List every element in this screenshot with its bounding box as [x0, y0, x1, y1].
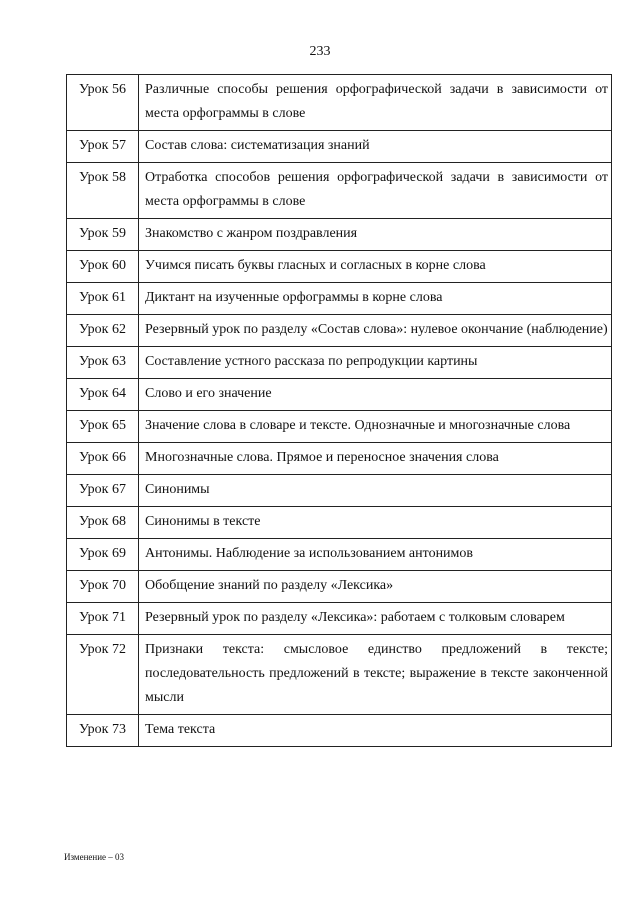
lesson-topic: Различные способы решения орфографической задачи в зависимости от места орфограммы в слове [139, 75, 612, 131]
lesson-topic: Значение слова в словаре и тексте. Однозначные и многозначные слова [139, 411, 612, 443]
table-row [67, 475, 612, 507]
lesson-number: Урок 68 [67, 507, 139, 539]
lessons-table [66, 74, 612, 747]
lesson-topic: Учимся писать буквы гласных и согласных в корне слова [139, 251, 612, 283]
lesson-topic: Резервный урок по разделу «Лексика»: работаем с толковым словарем [139, 603, 612, 635]
lesson-topic: Антонимы. Наблюдение за использованием антонимов [139, 539, 612, 571]
lesson-topic: Синонимы в тексте [139, 507, 612, 539]
table-row [67, 315, 612, 347]
lesson-topic: Слово и его значение [139, 379, 612, 411]
table-row [67, 283, 612, 315]
table-row [67, 539, 612, 571]
table-row [67, 347, 612, 379]
table-row [67, 715, 612, 747]
lesson-number: Урок 59 [67, 219, 139, 251]
table-row [67, 163, 612, 219]
table-row [67, 411, 612, 443]
lesson-topic: Признаки текста: смысловое единство предложений в тексте; последовательность предложений в тексте; выражение в тексте законченной мысли [139, 635, 612, 715]
lesson-number: Урок 64 [67, 379, 139, 411]
lesson-topic: Многозначные слова. Прямое и переносное значения слова [139, 443, 612, 475]
table-row [67, 507, 612, 539]
lesson-number: Урок 67 [67, 475, 139, 507]
lesson-topic: Синонимы [139, 475, 612, 507]
page-number: 233 [309, 44, 331, 59]
table-row [67, 603, 612, 635]
lesson-number: Урок 71 [67, 603, 139, 635]
lesson-number: Урок 57 [67, 131, 139, 163]
lesson-number: Урок 72 [67, 635, 139, 715]
lesson-number: Урок 63 [67, 347, 139, 379]
footer-revision-note: Изменение – 03 [64, 852, 125, 862]
table-row [67, 131, 612, 163]
lesson-topic: Состав слова: систематизация знаний [139, 131, 612, 163]
lesson-topic: Обобщение знаний по разделу «Лексика» [139, 571, 612, 603]
lesson-number: Урок 60 [67, 251, 139, 283]
lesson-number: Урок 58 [67, 163, 139, 219]
lesson-number: Урок 61 [67, 283, 139, 315]
table-row [67, 251, 612, 283]
table-row [67, 75, 612, 131]
table-row [67, 379, 612, 411]
lesson-topic: Резервный урок по разделу «Состав слова»: нулевое окончание (наблюдение) [139, 315, 612, 347]
lesson-topic: Составление устного рассказа по репродукции картины [139, 347, 612, 379]
lesson-number: Урок 73 [67, 715, 139, 747]
lesson-number: Урок 70 [67, 571, 139, 603]
table-row [67, 571, 612, 603]
lesson-number: Урок 65 [67, 411, 139, 443]
lesson-number: Урок 69 [67, 539, 139, 571]
lesson-number: Урок 66 [67, 443, 139, 475]
lesson-number: Урок 56 [67, 75, 139, 131]
lesson-number: Урок 62 [67, 315, 139, 347]
table-row [67, 443, 612, 475]
lesson-topic: Тема текста [139, 715, 612, 747]
lesson-topic: Знакомство с жанром поздравления [139, 219, 612, 251]
lesson-topic: Отработка способов решения орфографической задачи в зависимости от места орфограммы в слове [139, 163, 612, 219]
lesson-topic: Диктант на изученные орфограммы в корне слова [139, 283, 612, 315]
table-row [67, 219, 612, 251]
table-row [67, 635, 612, 715]
